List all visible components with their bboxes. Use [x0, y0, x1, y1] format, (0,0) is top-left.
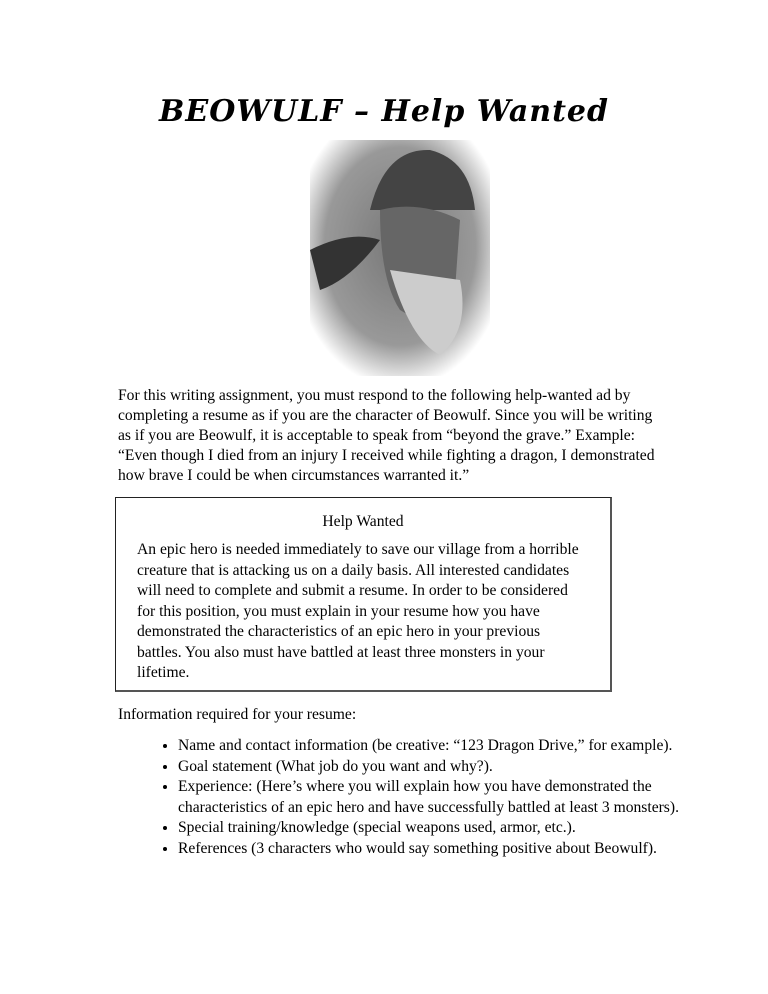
list-item: • Goal statement (What job do you want and why?).: [178, 757, 698, 778]
list-item: • Special training/knowledge (special weapons used, armor, etc.).: [178, 818, 698, 839]
ad-heading: Help Wanted: [322, 513, 404, 530]
help-wanted-ad-box: [115, 497, 612, 692]
list-item: • Experience: (Here’s where you will explain how you have demonstrated the characteristics of an epic hero and have successfully battled at least 3 monsters).: [178, 777, 698, 818]
requirements-list: [150, 736, 698, 860]
list-item: • Name and contact information (be creative: “123 Dragon Drive,” for example).: [178, 736, 698, 757]
info-heading: Information required for your resume:: [118, 706, 357, 723]
intro-paragraph: For this writing assignment, you must respond to the following help-wanted ad by completing a resume as if you are the character of Beowulf. Since you will be writing as if you are Beowulf, it is acceptable to speak from “beyond the grave.” Example: “Even though I died from an injury I received while fighting a dragon, I demonstrated how brave I could be when circumstances warranted it.”: [118, 387, 655, 484]
ad-body: An epic hero is needed immediately to save our village from a horrible creature that is attacking us on a daily basis. All interested candidates will need to complete and submit a resume. In order to be considered for this position, you must explain in your resume how you have demonstrated the characteristics of an epic hero in your previous battles. You also must have battled at least three monsters in your lifetime.: [137, 541, 579, 681]
beowulf-portrait-image: [310, 140, 490, 376]
list-item: • References (3 characters who would say something positive about Beowulf).: [178, 839, 698, 860]
page-title: BEOWULF – Help Wanted: [159, 94, 609, 129]
